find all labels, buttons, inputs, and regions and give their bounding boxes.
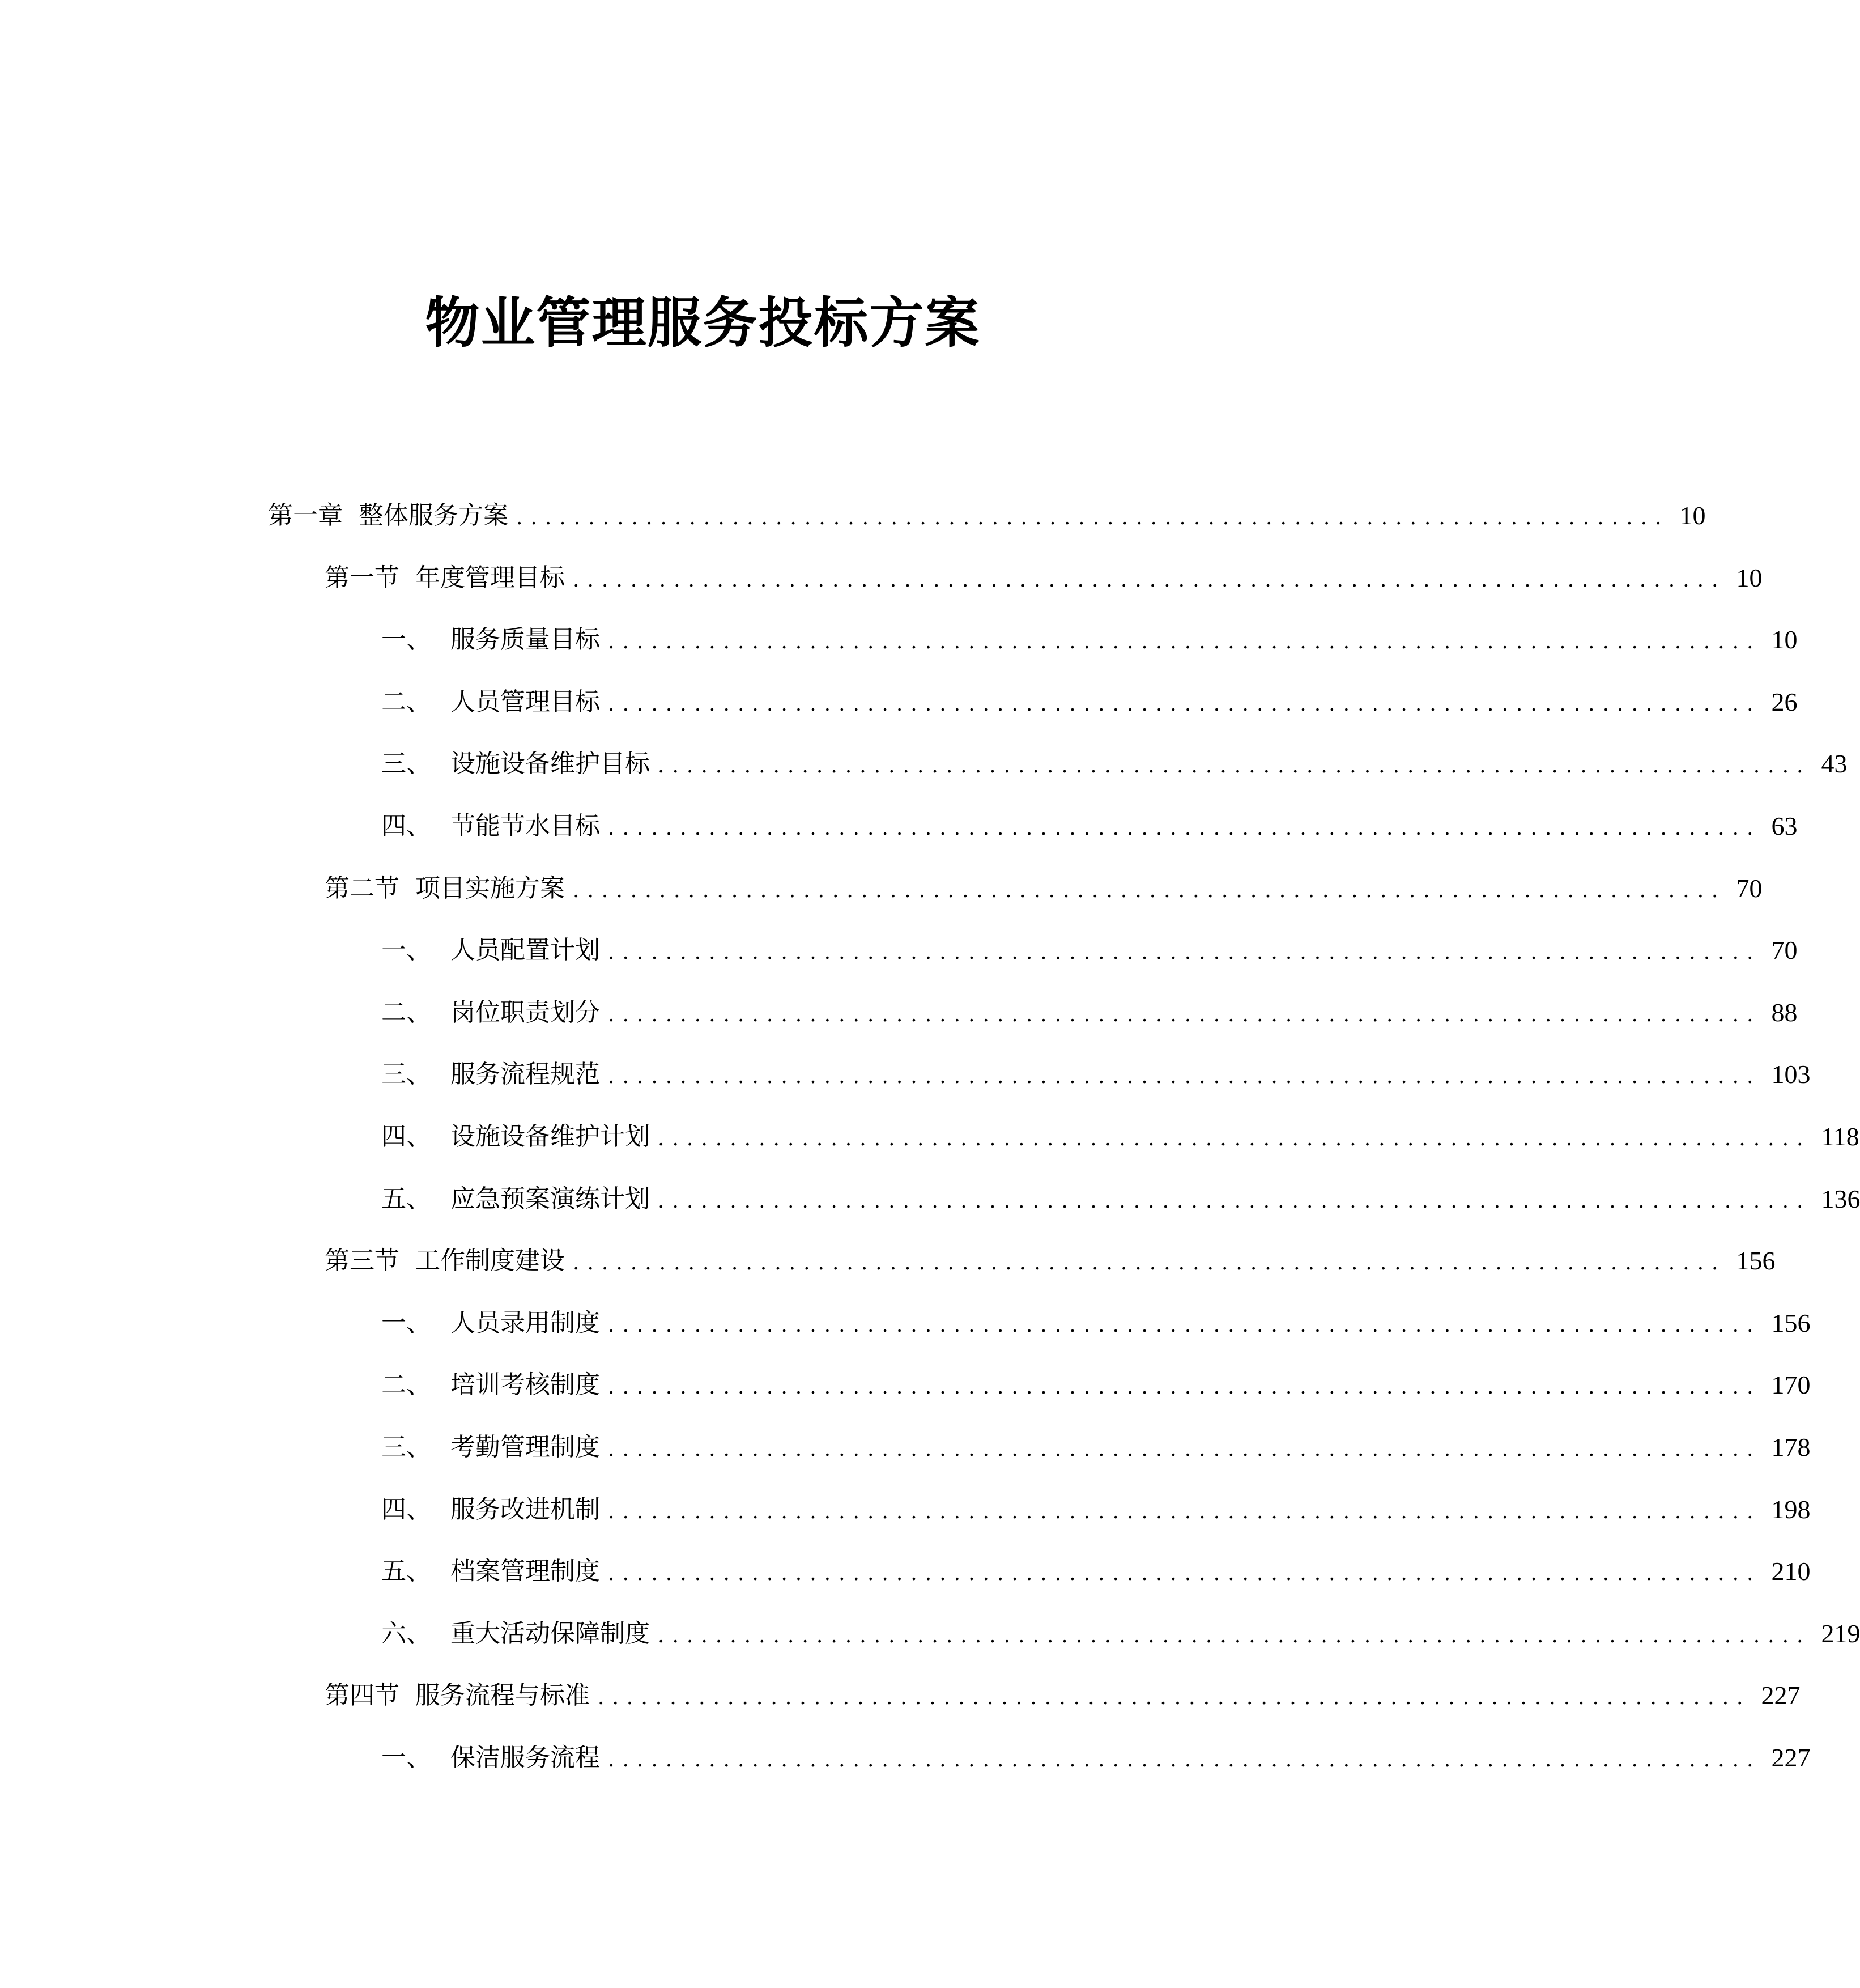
- toc-entry-page-number: 198: [1771, 1494, 1811, 1524]
- toc-entry-number: 一、: [381, 936, 431, 965]
- toc-entry[interactable]: [268, 493, 1706, 538]
- toc-entry[interactable]: [381, 1114, 1859, 1159]
- toc-entry-number: 五、: [381, 1557, 431, 1586]
- toc-entry-title: 重大活动保障制度: [450, 1619, 650, 1648]
- toc-entry[interactable]: [325, 1673, 1801, 1718]
- toc-entry-page-number: 118: [1821, 1122, 1859, 1151]
- toc-entry-number: 五、: [381, 1184, 431, 1213]
- toc-entry-page-number: 210: [1771, 1557, 1811, 1586]
- toc-dot-leader: ................................................................................: [573, 878, 1726, 902]
- toc-entry[interactable]: [381, 1611, 1860, 1656]
- toc-entry-number: 一、: [381, 625, 431, 655]
- toc-entry-title: 工作制度建设: [415, 1246, 565, 1276]
- toc-entry-page-number: 178: [1771, 1433, 1811, 1462]
- toc-entry[interactable]: [325, 1238, 1776, 1284]
- toc-entry-number: 第三节: [325, 1246, 399, 1276]
- toc-entry-number: 二、: [381, 997, 431, 1027]
- toc-entry-title: 设施设备维护目标: [450, 749, 650, 779]
- toc-dot-leader: ................................................................................: [608, 692, 1761, 716]
- toc-entry-page-number: 227: [1771, 1743, 1811, 1772]
- toc-entry-title: 项目实施方案: [415, 873, 565, 903]
- toc-entry-page-number: 70: [1771, 936, 1798, 965]
- toc-entry-number: 第四节: [325, 1681, 399, 1710]
- toc-entry-title: 服务改进机制: [450, 1494, 600, 1524]
- toc-entry-page-number: 219: [1821, 1619, 1860, 1648]
- toc-entry-title: 设施设备维护计划: [450, 1122, 650, 1151]
- toc-entry-title: 档案管理制度: [450, 1557, 600, 1586]
- toc-entry-page-number: 227: [1761, 1681, 1801, 1710]
- toc-dot-leader: ................................................................................: [608, 1065, 1761, 1089]
- toc-entry-page-number: 103: [1771, 1060, 1811, 1089]
- toc-dot-leader: ................................................................................: [608, 630, 1761, 654]
- toc-dot-leader: ................................................................................: [658, 1189, 1811, 1213]
- toc-dot-leader: ................................................................................: [608, 1003, 1761, 1026]
- toc-entry-number: 四、: [381, 1122, 431, 1151]
- toc-entry[interactable]: [381, 990, 1798, 1035]
- toc-dot-leader: ................................................................................: [608, 1375, 1761, 1399]
- toc-entry-number: 一、: [381, 1743, 431, 1772]
- toc-dot-leader: ................................................................................: [658, 1624, 1811, 1647]
- toc-entry[interactable]: [381, 1735, 1811, 1781]
- toc-dot-leader: ................................................................................: [608, 1500, 1761, 1523]
- toc-dot-leader: ................................................................................: [598, 1686, 1751, 1710]
- toc-entry-number: 第一章: [268, 501, 343, 530]
- toc-entry-title: 服务流程规范: [450, 1060, 600, 1089]
- toc-entry[interactable]: [381, 679, 1798, 725]
- toc-entry-number: 第一节: [325, 563, 399, 592]
- toc-entry-number: 二、: [381, 687, 431, 716]
- toc-entry-title: 人员录用制度: [450, 1308, 600, 1337]
- toc-entry-number: 二、: [381, 1370, 431, 1400]
- toc-entry[interactable]: [381, 617, 1798, 662]
- toc-entry-title: 整体服务方案: [359, 501, 508, 530]
- toc-entry-page-number: 170: [1771, 1370, 1811, 1400]
- toc-entry-title: 岗位职责划分: [450, 997, 600, 1027]
- toc-entry-page-number: 156: [1771, 1308, 1811, 1337]
- toc-entry-number: 四、: [381, 1494, 431, 1524]
- toc-entry-page-number: 63: [1771, 812, 1798, 840]
- toc-entry-page-number: 156: [1736, 1246, 1776, 1276]
- toc-entry-page-number: 136: [1821, 1184, 1860, 1213]
- toc-entry[interactable]: [381, 1487, 1811, 1532]
- toc-entry[interactable]: [325, 555, 1763, 601]
- toc-entry[interactable]: [381, 804, 1798, 849]
- toc-entry-title: 应急预案演练计划: [450, 1184, 650, 1213]
- toc-entry-number: 第二节: [325, 873, 399, 903]
- toc-entry[interactable]: [325, 866, 1763, 911]
- toc-entry-number: 一、: [381, 1308, 431, 1337]
- toc-entry-title: 培训考核制度: [450, 1370, 600, 1400]
- toc-entry-title: 人员管理目标: [450, 687, 600, 716]
- toc-entry-title: 服务流程与标准: [415, 1681, 590, 1710]
- page-title: 物业管理服务投标方案: [425, 291, 981, 355]
- toc-entry-page-number: 88: [1771, 997, 1798, 1027]
- toc-entry[interactable]: [381, 1301, 1811, 1346]
- toc-entry[interactable]: [381, 741, 1848, 787]
- toc-entry[interactable]: [381, 1549, 1811, 1594]
- toc-entry-page-number: 10: [1679, 501, 1706, 530]
- toc-entry-page-number: 10: [1736, 563, 1763, 592]
- toc-dot-leader: ................................................................................: [573, 568, 1726, 592]
- toc-dot-leader: ................................................................................: [658, 1127, 1811, 1150]
- toc-entry-title: 保洁服务流程: [450, 1743, 600, 1772]
- toc-entry[interactable]: [381, 928, 1798, 973]
- toc-dot-leader: ................................................................................: [573, 1251, 1726, 1275]
- toc-entry[interactable]: [381, 1362, 1811, 1408]
- toc-dot-leader: ................................................................................: [608, 1748, 1761, 1772]
- toc-entry-title: 服务质量目标: [450, 625, 600, 655]
- toc-entry[interactable]: [381, 1052, 1811, 1097]
- toc-entry-number: 三、: [381, 749, 431, 779]
- toc-entry-page-number: 10: [1771, 625, 1798, 655]
- toc-dot-leader: ................................................................................: [608, 1562, 1761, 1586]
- toc-entry-title: 人员配置计划: [450, 936, 600, 965]
- toc-dot-leader: ................................................................................: [608, 1438, 1761, 1461]
- toc-entry-title: 节能节水目标: [450, 812, 600, 840]
- toc-entry-page-number: 26: [1771, 687, 1798, 716]
- toc-entry-number: 三、: [381, 1060, 431, 1089]
- toc-entry-page-number: 70: [1736, 873, 1763, 903]
- toc-entry[interactable]: [381, 1425, 1811, 1470]
- toc-dot-leader: ................................................................................: [516, 506, 1670, 529]
- toc-dot-leader: ................................................................................: [608, 817, 1761, 840]
- toc-entry-title: 考勤管理制度: [450, 1433, 600, 1462]
- toc-entry-number: 六、: [381, 1619, 431, 1648]
- toc-entry-page-number: 43: [1821, 749, 1848, 779]
- toc-entry-number: 四、: [381, 812, 431, 840]
- toc-dot-leader: ................................................................................: [608, 1313, 1761, 1337]
- toc-entry[interactable]: [381, 1176, 1860, 1222]
- toc-dot-leader: ................................................................................: [658, 754, 1811, 778]
- toc-entry-number: 三、: [381, 1433, 431, 1462]
- toc-dot-leader: ................................................................................: [608, 941, 1761, 965]
- toc-entry-title: 年度管理目标: [415, 563, 565, 592]
